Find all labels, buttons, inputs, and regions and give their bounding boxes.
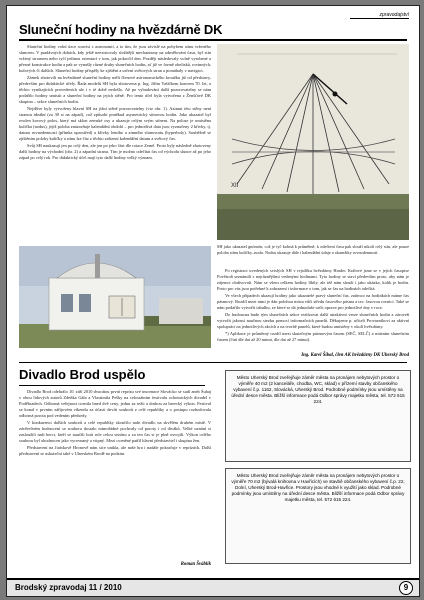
article2-title-rule xyxy=(19,385,205,386)
article1-left-column xyxy=(19,44,211,242)
page-footer xyxy=(7,578,419,596)
article1-right-column xyxy=(217,268,409,350)
article1-paragraph: Ve všech případech ukazují hodiny jako ukazatelé pravý sluneční čas, zatímco na hodinkách máme čas pásmový. Rozdíl mezi nimi je dán polohou místa vůči středu časového pásma a tzv. časovou rovnicí. Také se nám podařilo vytvořit tabulku, ze které se dá jednoduše určit oprava pro jednotlivé dny v roce. xyxy=(217,293,409,310)
article1-paragraph: Zámek zhotovili na hvězdárně sluneční hodiny měli členové astronomického kroužku již od představy, především pro didaktické účely. Řada modelů SH byla zhotovena p. Ing. Jiřím Vašíčkem koncem 70. let, a těchto vynikajících provedeních ale i v té době nedošlo. Až po vybudování další pozorovatelny se nám podařilo hodiny umístit a sluneční hodiny na jejich stěně. Pro tento účel byla vytvořena z Ženšťávě DK skupina – sekce slunečních hodin. xyxy=(19,75,211,104)
article2-signature: Roman Šváblík xyxy=(180,562,211,567)
article1-paragraph: *) Aplikace je průměrný rozdíl mezi skutečným pásmovým časem (SEČ, SELČ) a místním slunečním časem (činí dle dat až 20 minut, dle dat až 27 minut). xyxy=(217,331,409,342)
svg-text:XII: XII xyxy=(231,183,239,189)
sundial-wall-image xyxy=(217,44,409,240)
article2-title: Divadlo Brod uspělo xyxy=(19,367,146,382)
newspaper-page xyxy=(6,5,420,597)
section-divider xyxy=(19,362,407,363)
article2-paragraph: Představení na Jiráskově Hronově nám sice unikla, ale naše hra i nadále pokračuje v reprízách. Další představení se uskuteční také v Uherském Brodě na podzim. xyxy=(19,445,211,456)
title-rule xyxy=(19,39,407,41)
article1-paragraph: Do budoucna bude tým slunečních sekce realizovat další atraktivní verze slunečních hodin a zároveň vytvořit jakousi naučnou stezku pomocí informačních panelů. Děkujeme p. učiteli Provazníkovi za aktivní spolupráci na jednotlivých akcích a na tvorbě panelů, které budou umístěny v okolí hvězdárny. xyxy=(217,312,409,329)
article1-paragraph: Sluneční hodiny volní úzce souvisí s astronomií, a to tím, že jsou závislé na pohybem stínu vrženého sluncem. V pradávných dobách, kdy ještě neexistovaly složitější mechanismy na odměřování času, byl stín vržený stromem nebo tyčí jedinou orientací v tom, jak pokročil den. Později následovaly volně vyrobené a přesné konstrukce hodin a pak se vynašly různé druhy slunečních hodin, ať již ve formě obelisků, rovinných, kulových či dalších. Sluneční hodiny přispěly ke zjištění a určení světových stran a pomáhaly v navigaci. xyxy=(19,44,211,73)
article1-paragraph: Nejdříve byly vytvořeny hlavní SH na jižní stěně pozorovatelny (viz obr. 1). Azimut této stěny není stranou ideální (za 30 st na západ), což způsobí poněkud asymetrický stínovou hodin. Jako ukazatel byl zvolen kovový polos, který má sklon zemské osy a ukazuje celým svým stínem. Na polose je umístěna kulička (nodus), jejíž poloha znázorňuje kalendářní období – pro jednotlivá data jsou vyznačeny 2 křivky, tj. datum rovnodennosti (přímka uprostřed) a křivky letního a zimního slunovratu (hyperboly). Souběžně se zjištěním polohy kuličky a stínu lze číst z těchto zařízení kalendářní datum a světový čas. xyxy=(19,106,211,141)
article1-signature: Ing. Karel Šíbal, člen AK hvězdárny DK Uherský Brod xyxy=(301,353,409,358)
sundial-wall-photo xyxy=(217,44,409,240)
notice-box: Město Uherský Brod zveřejňuje záměr města na pronájem nebytových prostor o výměře 70 m2 (bývalá knihovna v Havřicích) ve stavbě občanského vybavení č.p. 22, Dolní, Uherský Brod-Havřice. Prostory jsou vhodné k využití jako sklad. Podrobné podmínky jsou umístěny na úřední desce města. Bližší informace podá Odbor správy majetku města, tel. 572 615 224. xyxy=(225,468,411,564)
section-label: zpravodajství xyxy=(350,12,409,19)
article2-paragraph: V konkurenci dalších souborů a celé republiky skončilo naše divadlo na skvělém druhém místě. V závěrečném hodnocení se souboru dostalo mimořádné pochvaly od poroty i od diváků. Velké uznání si zasloužili naši herci, kteří se naučili hrát role celou sezónu a za ten čas si je plně osvojili. Výkon celého souboru byl ohodnocen jako vyrovnaný a vtipný. Mezi oceněné patřil hlavní představitel i skupina žen. xyxy=(19,420,211,443)
page-number: 9 xyxy=(399,581,413,595)
page-title: Sluneční hodiny na hvězdárně DK xyxy=(19,22,223,37)
article2-paragraph: Divadlo Brod odehrálo 10. září 2010 dvacátou první reprízu své inscenace Slovácko se sudí aneb Šuhaj v obou lidových autorů Zdeňka Gála a Vlastimila Pešky na celostátním festivalu ochotnických divadel v Poděbradech. Odborná veřejnost ocenila hned dvě ceny, jednu za režii a druhou za herecký výkon. Festival se konal v prvním zářijovém víkendu za účasti devíti souborů z celé republiky a o postupu rozhodovala odborná porota pod vedením předsedy. xyxy=(19,389,211,418)
notice-box: Město Uherský Brod zveřejňuje záměr města na pronájem nebytových prostor o výměře 40 m2 (2 kanceláře, chodba, WC, sklad) v přízemí stavby občanského vybavení č.p. 1162, Slovácká, Uherský Brod. Podrobné podmínky jsou umístěny na úřední desce města. Bližší informace podá Odbor správy majetku města, tel. 572 615 224. xyxy=(225,370,411,462)
photo-caption: SH jako ukazatel gnómón, což je tyč kolmá k průmětně, k odečtení času pak slouží nikoli celý stín, ale pouze poloha stínu kuličky–nodu. Nodus ukazuje dále i kalendářní údaje a okamžiky rovnodenností. xyxy=(217,244,409,255)
observatory-photo xyxy=(19,246,211,348)
article2-column xyxy=(19,389,211,559)
article1-paragraph: Svůj SH naukazují jen po celý den, ale jen po jeho část dle rotace Země. Proto byly následně zhotoveny další hodiny na východní (obr. 2) a západní stranu. Tím je možno odečítat čas od východu slunce až po jeho západ po celý rok. Pro didaktický účel mají tyto další hodiny velký význam. xyxy=(19,143,211,160)
observatory-image xyxy=(19,246,211,348)
publication-name: Brodský zpravodaj 11 / 2010 xyxy=(15,583,122,592)
article1-paragraph: Po registraci uvedených svislých SH v rejstříku hvězdárny Hradec Králové jsme se v jejich časopise Povětroň seznámili s nejrůznějšími vedenými hodinami. Tyto hodiny se staví především proto, aby nám je zájemci obdivovali. Nám se všem celkem hodiny líbily, ale též nám slouží i jako ukázka, kolik je hodin. Proto pro vás jsou potřebné k zobrazení i informace o tom, jak se čas na hodinách odečítá. xyxy=(217,268,409,291)
